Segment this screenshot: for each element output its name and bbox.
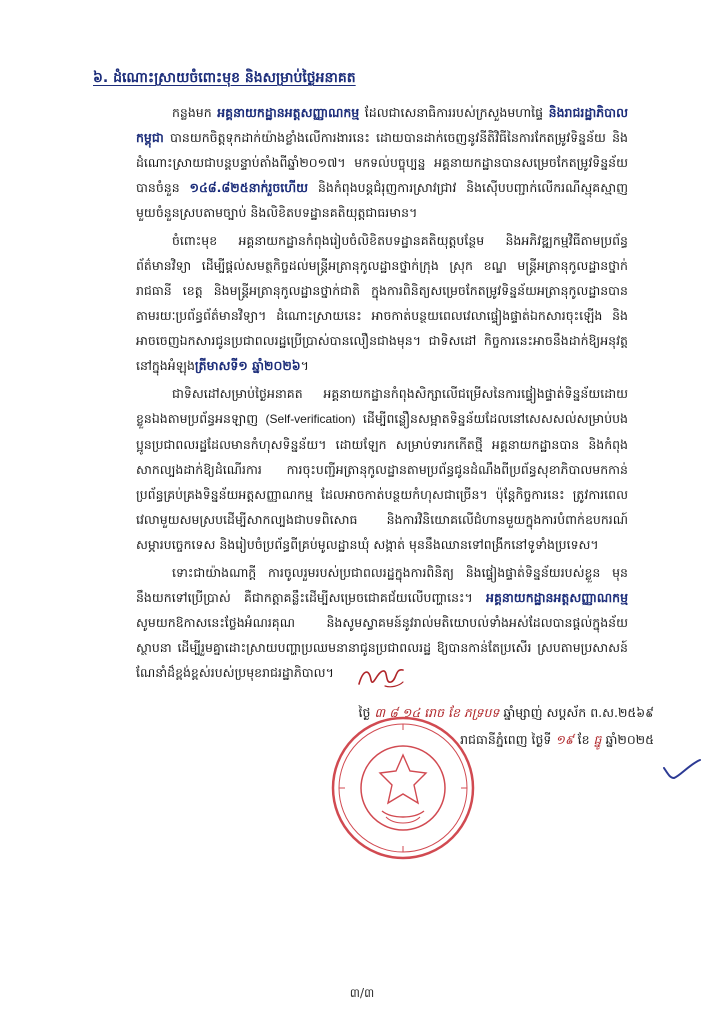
paragraph-1: [136, 100, 628, 225]
date-year: ឆ្នាំ២០២៥: [605, 732, 654, 747]
text-run: ដើម្បីពន្លឿនសម្អាតទិន្នន័យដែលនៅសេសសល់សម្រាប់បងប្អូនប្រជាពលរដ្ឋដែលមានកំហុសទិន្នន័យ។ ដោយឡែក សម្រាប់ទារកកើតថ្មី អគ្គនាយកដ្ឋានបាន និងកំពុងសាកល្បងដាក់ឱ្យដំណើរការ ការចុះបញ្ជីអត្រានុកូលដ្ឋានតាមប្រព័ន្ធជូនដំណឹងពីប្រព័ន្ធសុខាភិបាលមកកាន់ប្រព័ន្ធគ្រប់គ្រងទិន្នន័យអត្តសញ្ញាណកម្ម ដែលអាចកាត់បន្ថយកំហុសជាច្រើន។ ប៉ុន្តែកិច្ចការនេះ ត្រូវការពេលវេលាមួយសមស្របដើម្បីសាកល្បងជាបទពិសោធ និងការវិនិយោគលើជំហានមួយក្នុងការបំពាក់ឧបករណ៍សម្ភារបច្ចេកទេស និងរៀបចំប្រព័ន្ធពីគ្រប់មូលដ្ឋានឃុំ សង្កាត់ មុននឹងឈានទៅពង្រីកនៅទូទាំងប្រទេស។: [136, 411, 628, 552]
text-run: ។: [300, 358, 309, 373]
text-run: បានយកចិត្តទុកដាក់យ៉ាងខ្លាំងលើការងារនេះ ដោយបានដាក់ចេញនូវនីតិវិធីនៃការកែតម្រូវទិន្នន័យ និងដំណោះស្រាយជាបន្តបន្ទាប់តាំងពីឆ្នាំ២០១៧។ មកទល់បច្ចុប្បន្ន អគ្គនាយកដ្ឋានបានសម្រេចកែតម្រូវទិន្នន័យបានចំនួន: [136, 130, 628, 195]
text-run: ចំពោះមុខ អគ្គនាយកដ្ឋានកំពុងរៀបចំលិខិតបទដ្ឋានគតិយុត្តបន្ថែម និងអភិវឌ្ឍកម្មវិធីតាមប្រព័ន្ធព័ត៌មានវិទ្យា ដើម្បីផ្ដល់សមត្ថកិច្ចដល់មន្ត្រីអត្រានុកូលដ្ឋានថ្នាក់ក្រុង ស្រុក ខណ្ឌ មន្ត្រីអត្រានុកូលដ្ឋានថ្នាក់រាជធានី ខេត្ត និងមន្ត្រីអត្រានុកូលដ្ឋានថ្នាក់ជាតិ ក្នុងការពិនិត្យសម្រេចកែតម្រូវទិន្នន័យអត្រានុកូលដ្ឋានបានតាមរយៈប្រព័ន្ធព័ត៌មានវិទ្យា។ ដំណោះស្រាយនេះ អាចកាត់បន្ថយពេលវេលាផ្ទៀងផ្ទាត់ឯកសារចុះឡើង និងអាចចេញឯកសារជូនប្រជាពលរដ្ឋប្រើប្រាស់បានលឿនជាងមុន។ ជាទិសដៅ កិច្ចការនេះអាចនឹងដាក់ឱ្យអនុវត្តនៅក្នុងអំឡុង: [136, 233, 628, 373]
paragraph-2: [136, 228, 628, 378]
initials-signature-icon: [355, 662, 407, 692]
text-run: ជាទិសដៅសម្រាប់ថ្ងៃអនាគត អគ្គនាយកដ្ឋានកំពុងសិក្សាលើជម្រើសនៃការផ្ទៀងផ្ទាត់ទិន្នន័យដោយខ្លួនឯងតាមប្រព័ន្ធអនឡាញ: [136, 386, 628, 426]
text-run-latin: (Self-verification): [265, 412, 356, 426]
month-prefix: ខែ: [577, 732, 590, 747]
text-run: ដែលជាសេនាធិការរបស់ក្រសួងមហាផ្ទៃ: [359, 105, 549, 120]
text-run-bold: ត្រីមាសទី១ ឆ្នាំ២០២៦: [194, 358, 301, 373]
handwritten-tick-icon: [658, 756, 704, 782]
gregorian-date-line: [274, 726, 654, 753]
city-prefix: រាជធានីភ្នំពេញ ថ្ងៃទី: [460, 732, 552, 747]
text-run-bold: អគ្គនាយកដ្ឋានអត្តសញ្ញាណកម្ម: [217, 105, 360, 120]
page-number: ៣/៣: [349, 986, 375, 1000]
lunar-suffix: ឆ្នាំម្សាញ់ សប្តស័ក ព.ស.២៥៦៩: [503, 705, 654, 720]
lunar-date-handwritten: ៣ ៨ ១៤ រោច ខែ ភទ្របទ: [374, 705, 500, 720]
text-run: សូមយកឱកាសនេះថ្លែងអំណរគុណ និងសូមស្វាគមន៍នូវរាល់មតិយោបល់ទាំងអស់ដែលបានផ្ដល់ក្នុងន័យស្ថាបនា ដើម្បីរួមគ្នាដោះស្រាយបញ្ហាប្រឈមនានាជូនប្រជាពលរដ្ឋ ឱ្យបានកាន់តែប្រសើរ ស្របតាមប្រសាសន៍ណែនាំដ៏ខ្ពង់ខ្ពស់របស់ប្រមុខរាជរដ្ឋាភិបាល។: [136, 615, 628, 680]
text-run-bold: អគ្គនាយកដ្ឋានអត្តសញ្ញាណកម្ម: [486, 590, 628, 605]
date-day-handwritten: ១៩: [555, 732, 574, 747]
date-month-handwritten: ធ្នូ: [593, 732, 602, 747]
body-text: [136, 100, 628, 688]
text-run-bold: ១៤៨.៨២៥នាក់រួចហើយ: [189, 180, 309, 195]
date-block: [274, 699, 654, 753]
text-run: ទោះជាយ៉ាងណាក្ដី ការចូលរួមរបស់ប្រជាពលរដ្ឋក្នុងការពិនិត្យ និងផ្ទៀងផ្ទាត់ទិន្នន័យរបស់ខ្លួន មុននឹងយកទៅប្រើប្រាស់ គឺជាកត្តាគន្លឹះដើម្បីសម្រេចជោគជ័យលើបញ្ហានេះ។: [136, 565, 628, 605]
lunar-date-line: [274, 699, 654, 726]
text-run: កន្លងមក: [172, 105, 218, 120]
text-run: និងកំពុងបន្តជំរុញការស្រាវជ្រាវ និងស៊ើបបញ្ជាក់លើករណីស្មុគស្មាញមួយចំនួនស្របតាមច្បាប់ និងលិខិតបទដ្ឋានគតិយុត្តជាធរមាន។: [136, 180, 628, 220]
section-heading: ៦. ដំណោះស្រាយចំពោះមុខ និងសម្រាប់ថ្ងៃអនាគត: [93, 70, 356, 86]
paragraph-3: [136, 381, 628, 557]
text-run-bold: និងរាជរដ្ឋាភិបាលកម្ពុជា: [136, 105, 628, 145]
lunar-prefix: ថ្ងៃ: [358, 705, 371, 720]
